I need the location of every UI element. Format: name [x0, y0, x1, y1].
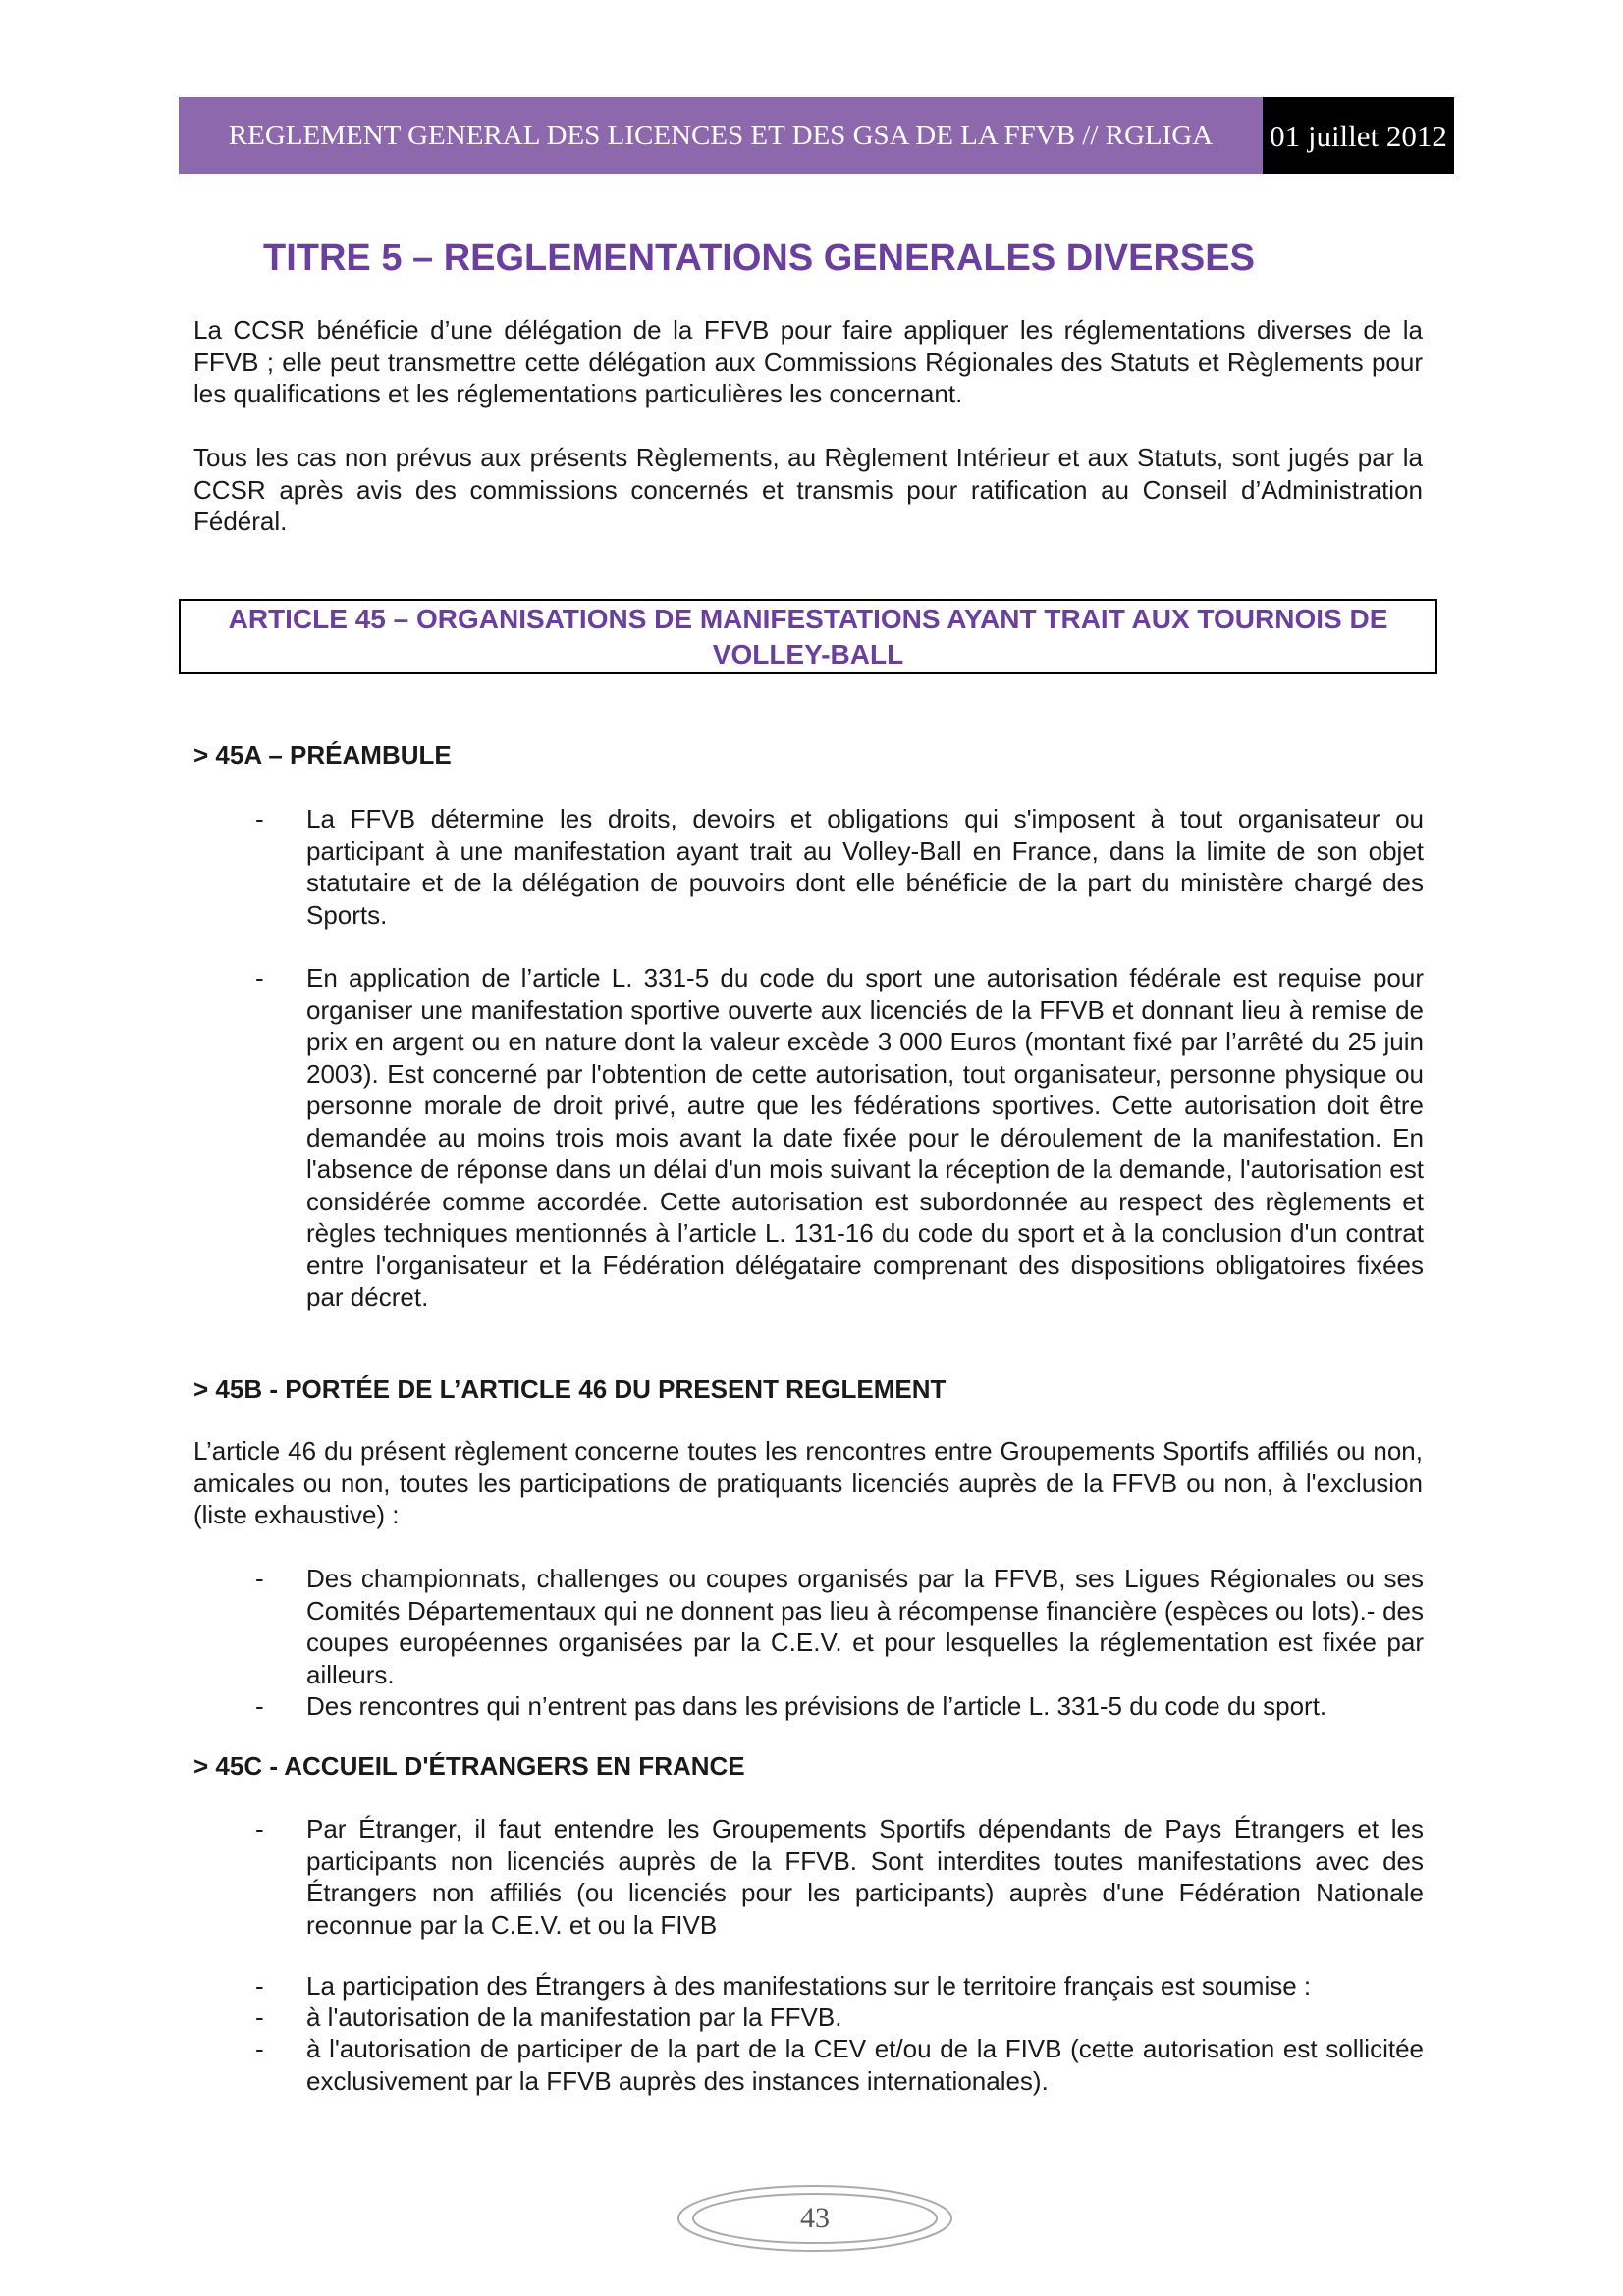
list-item	[255, 2002, 1424, 2034]
section-heading-45b: > 45B - PORTÉE DE L’ARTICLE 46 DU PRESENT REGLEMENT	[193, 1374, 947, 1404]
section-heading-45c: > 45C - ACCUEIL D'ÉTRANGERS EN FRANCE	[193, 1751, 745, 1781]
bullet-dash: -	[255, 2002, 264, 2032]
list-item	[255, 2033, 1424, 2097]
bullet-dash: -	[255, 1971, 264, 2001]
page-number-badge	[676, 2184, 953, 2253]
list-item	[255, 803, 1424, 931]
article-heading: ARTICLE 45 – ORGANISATIONS DE MANIFESTATIONS AYANT TRAIT AUX TOURNOIS DE VOLLEY-BALL	[228, 603, 1388, 669]
intro-paragraph-1: La CCSR bénéficie d’une délégation de la FFVB pour faire appliquer les réglementations diverses de la FFVB ; elle peut transmettre cette délégation aux Commissions Régionales des Statuts et Règlements pour les qualifications et les réglementations particulières les concernant.	[193, 315, 1423, 408]
page-title: TITRE 5 – REGLEMENTATIONS GENERALES DIVERSES	[263, 238, 1255, 279]
list-item	[255, 1970, 1424, 2002]
list-item-text: Par Étranger, il faut entendre les Groupements Sportifs dépendants de Pays Étrangers et les participants non licenciés auprès de la FFVB. Sont interdites toutes manifestations avec des Étrangers non affiliés (ou licenciés pour les participants) auprès d'une Fédération Nationale reconnue par la C.E.V. et ou la FIVB	[306, 1814, 1424, 1940]
bullet-dash: -	[255, 2034, 264, 2063]
bullet-dash: -	[255, 1691, 264, 1721]
header-title: REGLEMENT GENERAL DES LICENCES ET DES GSA DE LA FFVB // RGLIGA	[179, 97, 1263, 174]
list-item	[255, 1690, 1424, 1723]
page-header	[179, 97, 1454, 174]
list-item-text: Des rencontres qui n’entrent pas dans les prévisions de l’article L. 331-5 du code du sport.	[306, 1691, 1327, 1721]
intro-paragraph-2: Tous les cas non prévus aux présents Règlements, au Règlement Intérieur et aux Statuts, sont jugés par la CCSR après avis des commissions concernés et transmis pour ratification au Conseil d’Administration Fédéral.	[193, 443, 1423, 536]
section-45b-paragraph: L’article 46 du présent règlement concerne toutes les rencontres entre Groupements Sportifs affiliés ou non, amicales ou non, toutes les participations de pratiquants licenciés auprès de la FFVB ou non, à l'exclusion (liste exhaustive) :	[193, 1436, 1423, 1529]
bullet-dash: -	[255, 1814, 264, 1843]
list-item-text: La FFVB détermine les droits, devoirs et obligations qui s'imposent à tout organisateur ou participant à une manifestation ayant trait au Volley-Ball en France, dans la limite de son objet statutaire et de la délégation de pouvoirs dont elle bénéficie de la part du ministère chargé des Sports.	[306, 804, 1424, 930]
list-item-text: Des championnats, challenges ou coupes organisés par la FFVB, ses Ligues Régionales ou ses Comités Départementaux qui ne donnent pas lieu à récompense financière (espèces ou lots).- des coupes européennes organisées par la C.E.V. et pour lesquelles la réglementation est fixée par ailleurs.	[306, 1564, 1424, 1689]
list-item	[255, 1563, 1424, 1690]
bullet-dash: -	[255, 804, 264, 833]
bullet-dash: -	[255, 963, 264, 992]
list-item-text: La participation des Étrangers à des manifestations sur le territoire français est soumise :	[306, 1971, 1312, 2001]
section-heading-45a: > 45A – PRÉAMBULE	[193, 740, 452, 770]
list-item-text: à l'autorisation de la manifestation par la FFVB.	[306, 2002, 842, 2032]
page-number: 43	[800, 2202, 830, 2234]
article-heading-box	[179, 599, 1437, 674]
bullet-dash: -	[255, 1564, 264, 1593]
list-item	[255, 1813, 1424, 1941]
list-item-text: à l'autorisation de participer de la part de la CEV et/ou de la FIVB (cette autorisation est sollicitée exclusivement par la FFVB auprès des instances internationales).	[306, 2034, 1424, 2096]
list-item-text: En application de l’article L. 331-5 du code du sport une autorisation fédérale est requise pour organiser une manifestation sportive ouverte aux licenciés de la FFVB et donnant lieu à remise de prix en argent ou en nature dont la valeur excède 3 000 Euros (montant fixé par l’arrêté du 25 juin 2003). Est concerné par l'obtention de cette autorisation, tout organisateur, personne physique ou personne morale de droit privé, autre que les fédérations sportives. Cette autorisation doit être demandée au moins trois mois avant la date fixée pour le déroulement de la manifestation. En l'absence de réponse dans un délai d'un mois suivant la réception de la demande, l'autorisation est considérée comme accordée. Cette autorisation est subordonnée au respect des règlements et règles techniques mentionnés à l’article L. 131-16 du code du sport et à la conclusion d'un contrat entre l'organisateur et la Fédération délégataire comprenant des dispositions obligatoires fixées par décret.	[306, 963, 1424, 1311]
header-date: 01 juillet 2012	[1263, 97, 1454, 174]
list-item	[255, 962, 1424, 1313]
